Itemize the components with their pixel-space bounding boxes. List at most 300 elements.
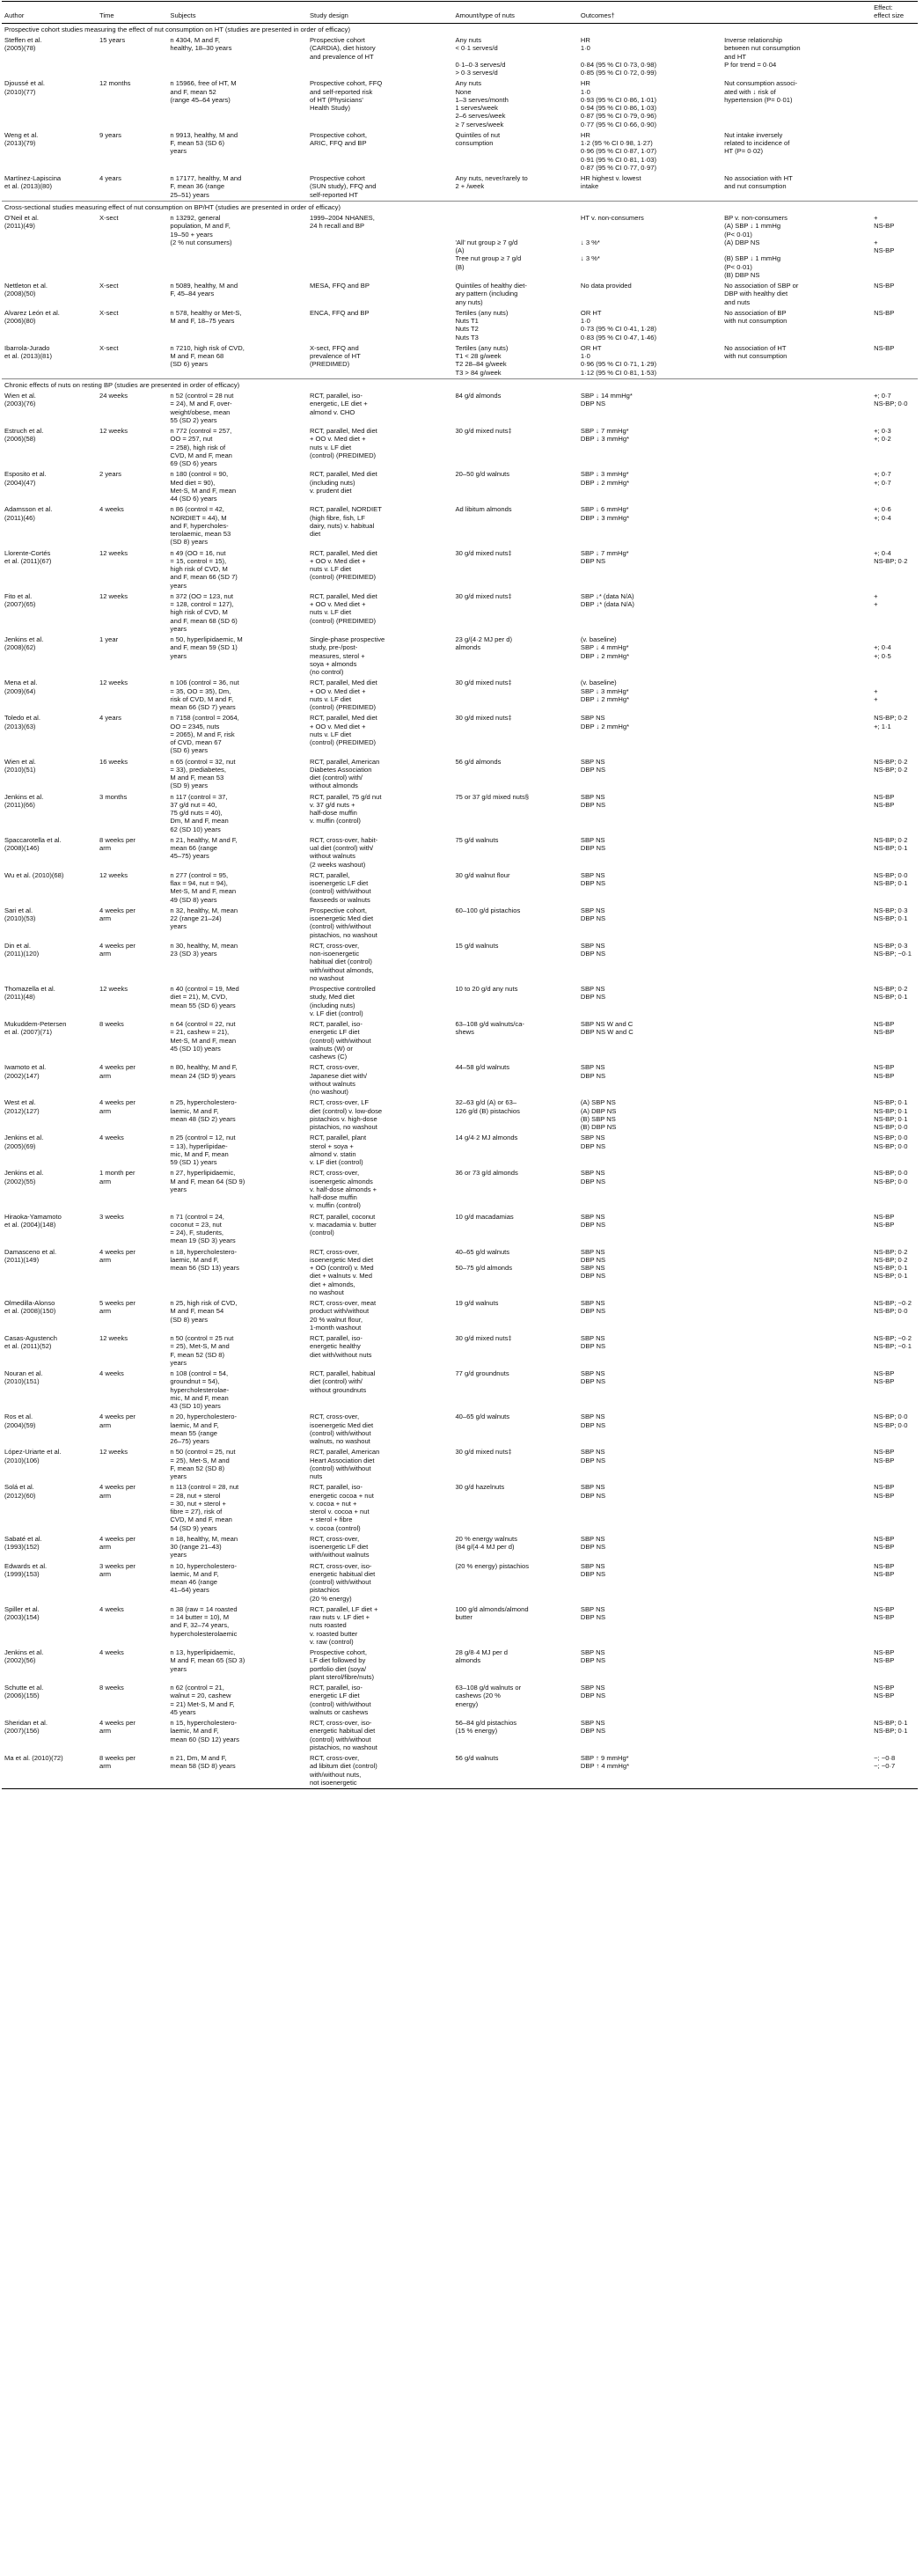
- outcomes-cell: OR HT 1·0 0·96 (95 % CI 0·71, 1·29) 1·12 (95 % CI 0·81, 1·53): [580, 343, 657, 377]
- table-row: [2, 906, 918, 941]
- section-row: [2, 201, 918, 213]
- significance-cell: [722, 792, 871, 835]
- header-effect: Effect: effect size: [871, 2, 918, 24]
- significance-cell: [722, 1447, 871, 1482]
- outcomes-cell: SBP NS DBP NS: [580, 1534, 606, 1552]
- amount-cell: 30 g/d mixed nuts‡: [455, 591, 512, 600]
- significance-cell: [722, 548, 871, 591]
- section-title: Prospective cohort studies measuring the effect of nut consumption on HT (studies are presented in order of efficacy): [2, 23, 918, 35]
- table-row: [2, 469, 918, 504]
- outcomes-cell: SBP ↓ 7 mmHg* DBP NS: [580, 548, 629, 565]
- table-row: [2, 343, 918, 379]
- study-design-cell: RCT, cross-over, LF diet (control) v. low-dose pistachios v. high-dose pistachios, no washout: [309, 1098, 383, 1132]
- amount-cell: 14 g/4·2 MJ almonds: [455, 1134, 518, 1142]
- amount-cell: 30 g/d mixed nuts‡: [455, 679, 512, 687]
- author-cell: Weng et al. (2013)(79): [4, 130, 39, 148]
- table-row: [2, 1648, 918, 1683]
- table-row: [2, 308, 918, 343]
- author-cell: Steffen et al. (2005)(78): [4, 36, 42, 53]
- subjects-cell: n 20, hypercholestero- laemic, M and F, mean 55 (range 26–75) years: [170, 1413, 237, 1446]
- effect-cell: NS-BP NS-BP: [874, 1483, 895, 1500]
- outcomes-cell: SBP NS DBP NS: [580, 870, 606, 888]
- outcomes-cell: SBP NS W and C DBP NS W and C: [580, 1020, 634, 1037]
- author-cell: Mena et al. (2009)(64): [4, 679, 38, 695]
- study-design-cell: RCT, parallel, iso- energetic healthy diet with/without nuts: [309, 1334, 372, 1359]
- study-design-cell: Prospective cohort, isoenergetic Med diet (control) with/without pistachios, no washout: [309, 906, 377, 939]
- study-design-cell: RCT, cross-over, isoenergetic Med diet (control) with/without walnuts, no washout: [309, 1413, 374, 1446]
- study-design-cell: RCT, parallel, plant sterol + soya + almond v. statin v. LF diet (control): [309, 1134, 367, 1167]
- subjects-cell: n 15966, free of HT, M and F, mean 52 (range 45–64 years): [170, 79, 237, 104]
- table-row: [2, 1412, 918, 1447]
- header-significance: [722, 2, 871, 24]
- amount-cell: 19 g/d walnuts: [455, 1299, 499, 1308]
- time-cell: 12 weeks: [99, 427, 128, 436]
- amount-cell: Ad libitum almonds: [455, 505, 512, 514]
- study-design-cell: RCT, parallel, Med diet + OO v. Med diet + nuts v. LF diet (control) (PREDIMED): [309, 427, 377, 459]
- significance-cell: [722, 1683, 871, 1718]
- author-cell: Ibarrola-Jurado et al. (2013)(81): [4, 343, 53, 361]
- author-cell: Jenkins et al. (2008)(62): [4, 635, 44, 652]
- effect-cell: NS-BP; 0·0 NS-BP; 0·1: [874, 870, 908, 888]
- significance-cell: [722, 1753, 871, 1789]
- table-row: [2, 1753, 918, 1789]
- time-cell: 4 weeks per arm: [99, 1413, 136, 1429]
- subjects-cell: n 71 (control = 24, coconut = 23, nut = 24), F, students, mean 19 (SD 3) years: [170, 1212, 236, 1245]
- study-design-cell: RCT, cross-over, ad libitum diet (control) with/without nuts, not isoenergetic: [307, 1753, 452, 1789]
- table-row: [2, 1482, 918, 1534]
- study-design-cell: RCT, cross-over, Japanese diet with/ without walnuts (no washout): [309, 1063, 367, 1097]
- time-cell: X-sect: [99, 308, 119, 317]
- outcomes-cell: SBP NS DBP NS: [580, 792, 606, 809]
- author-cell: Sari et al. (2010)(53): [4, 906, 36, 923]
- amount-cell: 56–84 g/d pistachios (15 % energy): [455, 1719, 517, 1736]
- significance-cell: Nut intake inversely related to incidence of HT (P= 0·02): [724, 130, 790, 156]
- author-cell: Mukuddem-Petersen et al. (2007)(71): [4, 1020, 67, 1037]
- time-cell: 12 weeks: [99, 679, 128, 687]
- outcomes-cell: HT v. non-consumers ↓ 3 %* ↓ 3 %*: [580, 214, 644, 263]
- outcomes-cell: HR 1·0 0·93 (95 % CI 0·86, 1·01) 0·94 (95 % CI 0·86, 1·03) 0·87 (95 % CI 0·79, 0·96) 0·77 (95 % CI 0·66, 0·90): [580, 79, 657, 128]
- header-study-design: Study design: [307, 2, 452, 24]
- table-row: [2, 635, 918, 678]
- subjects-cell: n 578, healthy or Met-S, M and F, 18–75 years: [170, 308, 242, 326]
- table-row: [2, 130, 918, 173]
- significance-cell: [722, 1648, 871, 1683]
- author-cell: Casas-Agustench et al. (2011)(52): [4, 1334, 57, 1351]
- amount-cell: 30 g/d mixed nuts‡: [455, 714, 512, 723]
- outcomes-cell: SBP NS DBP NS: [580, 1413, 606, 1429]
- table-row: [2, 678, 918, 713]
- time-cell: 12 weeks: [99, 870, 128, 879]
- table-row: [2, 548, 918, 591]
- amount-cell: 20–50 g/d walnuts: [455, 470, 510, 479]
- study-design-cell: RCT, parallel, American Diabetes Association diet (control) with/ without almonds: [309, 757, 380, 790]
- table-row: [2, 713, 918, 756]
- author-cell: Damasceno et al. (2011)(149): [4, 1247, 57, 1264]
- amount-cell: Any nuts < 0·1 serves/d 0·1–0·3 serves/d > 0·3 serves/d: [455, 36, 506, 77]
- effect-cell: NS-BP; 0·3 NS-BP; −0·1: [874, 941, 912, 958]
- effect-cell: NS-BP; 0·2 +; 1·1: [874, 714, 908, 730]
- header-time: Time: [97, 2, 167, 24]
- outcomes-cell: SBP NS DBP NS SBP NS DBP NS: [580, 1247, 606, 1281]
- outcomes-cell: SBP ↓* (data N/A) DBP ↓* (data N/A): [580, 591, 634, 609]
- amount-cell: 15 g/d walnuts: [455, 941, 499, 950]
- effect-cell: NS-BP; 0·0 NS-BP; 0·0: [874, 1134, 908, 1150]
- time-cell: 4 weeks per arm: [99, 906, 136, 923]
- section-title: Cross-sectional studies measuring effect of nut consumption on BP/HT (studies are presented in order of efficacy): [2, 201, 918, 213]
- time-cell: 4 weeks per arm: [99, 1098, 136, 1115]
- subjects-cell: n 25 (control = 12, nut = 13), hyperlipidae- mic, M and F, mean 59 (SD 1) years: [170, 1134, 236, 1167]
- outcomes-cell: SBP NS DBP NS: [580, 1561, 606, 1578]
- section-title: Chronic effects of nuts on resting BP (studies are presented in order of efficacy): [2, 378, 918, 391]
- time-cell: 8 weeks: [99, 1684, 124, 1692]
- section-row: [2, 23, 918, 35]
- outcomes-cell: SBP NS DBP NS: [580, 1299, 606, 1316]
- table-row: [2, 1447, 918, 1482]
- subjects-cell: n 32, healthy, M, mean 22 (range 21–24) years: [170, 906, 238, 931]
- time-cell: 15 years: [99, 36, 126, 45]
- significance-cell: [722, 870, 871, 906]
- table-row: [2, 1534, 918, 1561]
- amount-cell: 40–65 g/d walnuts 50–75 g/d almonds: [455, 1247, 513, 1273]
- amount-cell: 30 g/d mixed nuts‡: [455, 1448, 512, 1457]
- author-cell: Wien et al. (2010)(51): [4, 757, 36, 774]
- author-cell: Hiraoka-Yamamoto et al. (2004)(148): [4, 1212, 62, 1229]
- study-design-cell: RCT, parallel, iso- energetic cocoa + nut v. cocoa + nut + sterol v. cocoa + nut + sterol + fibre v. cocoa (control): [309, 1483, 374, 1532]
- effect-cell: + +: [874, 591, 878, 609]
- time-cell: 8 weeks per arm: [99, 835, 136, 853]
- author-cell: Ma et al. (2010)(72): [2, 1753, 97, 1789]
- table-row: [2, 78, 918, 130]
- time-cell: 12 weeks: [99, 591, 128, 600]
- time-cell: 24 weeks: [99, 392, 128, 400]
- study-design-cell: RCT, cross-over, isoenergetic Med diet + OO (control) v. Med diet + walnuts v. Med diet + almonds, no washout: [309, 1247, 374, 1296]
- significance-cell: Nut consumption associ- ated with ↓ risk of hypertension (P= 0·01): [724, 79, 798, 104]
- effect-cell: NS-BP NS-BP: [874, 1561, 895, 1578]
- author-cell: Spaccarotella et al. (2008)(146): [4, 835, 62, 853]
- subjects-cell: n 106 (control = 36, nut = 35, OO = 35), Dm, risk of CVD, M and F, mean 66 (SD 7) years: [170, 679, 239, 712]
- study-design-cell: RCT, parallel, LF diet + raw nuts v. LF diet + nuts roasted v. roasted butter v. raw (control): [309, 1604, 378, 1646]
- effect-cell: NS-BP NS-BP: [874, 1020, 895, 1037]
- outcomes-cell: No data provided: [580, 282, 632, 290]
- effect-cell: NS-BP NS-BP: [874, 1063, 895, 1080]
- amount-cell: 32–63 g/d (A) or 63– 126 g/d (B) pistachios: [455, 1098, 520, 1115]
- table-row: [2, 1168, 918, 1211]
- study-design-cell: RCT, parallel, Med diet + OO v. Med diet + nuts v. LF diet (control) (PREDIMED): [309, 714, 377, 747]
- time-cell: 12 weeks: [99, 548, 128, 557]
- significance-cell: [722, 635, 871, 678]
- table-row: [2, 591, 918, 635]
- time-cell: 4 weeks: [99, 1134, 124, 1142]
- significance-cell: [722, 678, 871, 713]
- author-cell: Edwards et al. (1999)(153): [4, 1561, 48, 1578]
- study-design-cell: RCT, parallel, iso- energetic LF diet (control) with/without walnuts or cashews: [309, 1684, 371, 1716]
- amount-cell: Any nuts None 1–3 serves/month 1 serves/week 2–6 serves/week ≥ 7 serves/week: [455, 79, 509, 128]
- table-row: [2, 941, 918, 984]
- subjects-cell: n 117 (control = 37, 37 g/d nut = 40, 75 g/d nuts = 40), Dm, M and F, mean 62 (SD 10) years: [170, 792, 229, 833]
- table-header: [2, 2, 918, 24]
- outcomes-cell: SBP ↓ 7 mmHg* DBP ↓ 3 mmHg*: [580, 427, 630, 444]
- author-cell: Estruch et al. (2006)(58): [4, 427, 44, 444]
- time-cell: 1 year: [99, 635, 119, 644]
- effect-cell: + +: [874, 686, 878, 703]
- significance-cell: [722, 941, 871, 984]
- time-cell: 12 weeks: [99, 1334, 128, 1343]
- time-cell: 4 weeks: [99, 1604, 124, 1613]
- table-row: [2, 1298, 918, 1333]
- author-cell: Ros et al. (2004)(59): [4, 1413, 36, 1429]
- outcomes-cell: SBP NS DBP NS: [580, 941, 606, 958]
- outcomes-cell: SBP NS DBP NS: [580, 757, 606, 774]
- time-cell: 3 months: [99, 792, 128, 801]
- author-cell: O'Neil et al. (2011)(49): [4, 214, 40, 231]
- table-row: [2, 391, 918, 426]
- study-design-cell: Prospective cohort, ARIC, FFQ and BP: [309, 130, 367, 148]
- significance-cell: [722, 391, 871, 426]
- study-design-cell: RCT, cross-over, habit- ual diet (control) with/ without walnuts (2 weeks washout): [309, 835, 378, 869]
- amount-cell: 'All' nut group ≥ 7 g/d (A) Tree nut group ≥ 7 g/d (B): [455, 238, 522, 271]
- subjects-cell: n 86 (control = 42, NORDIET = 44), M and F, hypercholes- terolaemic, mean 53 (SD 8) years: [170, 505, 231, 547]
- effect-cell: [871, 78, 918, 130]
- significance-cell: [722, 1247, 871, 1299]
- effect-cell: NS-BP; 0·2 NS-BP; 0·2: [874, 757, 908, 774]
- outcomes-cell: SBP NS DBP NS: [580, 1684, 606, 1700]
- effect-cell: + NS-BP + NS-BP: [874, 214, 895, 255]
- subjects-cell: n 52 (control = 28 nut = 24), M and F, over- weight/obese, mean 55 (SD 2) years: [170, 392, 234, 424]
- time-cell: 4 weeks per arm: [99, 1247, 136, 1264]
- study-design-cell: Prospective cohort (SUN study), FFQ and self-reported HT: [309, 174, 377, 199]
- time-cell: 5 weeks per arm: [99, 1299, 136, 1316]
- study-design-cell: RCT, cross-over, isoenergetic almonds v. half-dose almonds + half-dose muffin v. muffin (control): [309, 1169, 377, 1210]
- time-cell: 9 years: [99, 130, 121, 139]
- effect-cell: +; 0·7 NS-BP; 0·0: [874, 392, 908, 408]
- time-cell: X-sect: [99, 282, 119, 290]
- significance-cell: [722, 713, 871, 756]
- outcomes-cell: SBP NS DBP NS: [580, 906, 606, 923]
- subjects-cell: n 21, healthy, M and F, mean 66 (range 45–75) years: [170, 835, 238, 861]
- time-cell: 1 month per arm: [99, 1169, 136, 1185]
- effect-cell: NS-BP; 0·2 NS-BP; 0·1: [874, 985, 908, 1002]
- subjects-cell: n 108 (control = 54, groundnut = 54), hypercholesterolae- mic, M and F, mean 43 (SD 10) years: [170, 1369, 230, 1411]
- table-row: [2, 757, 918, 792]
- author-cell: Jenkins et al. (2005)(69): [4, 1134, 44, 1150]
- outcomes-cell: SBP NS DBP NS: [580, 1063, 606, 1080]
- author-cell: Iwamoto et al. (2002)(147): [4, 1063, 47, 1080]
- time-cell: X-sect: [99, 214, 119, 223]
- amount-cell: 75 or 37 g/d mixed nuts§: [455, 792, 530, 801]
- subjects-cell: n 17177, healthy, M and F, mean 36 (range 25–51) years: [170, 174, 242, 199]
- effect-cell: [871, 35, 918, 78]
- study-design-cell: RCT, cross-over, non-isoenergetic habitual diet (control) with/without almonds, no washout: [309, 941, 374, 982]
- table-row: [2, 792, 918, 835]
- time-cell: 4 weeks per arm: [99, 1534, 136, 1552]
- subjects-cell: n 50, hyperlipidaemic, M and F, mean 59 (SD 1) years: [170, 635, 243, 660]
- study-design-cell: RCT, cross-over, isoenergetic LF diet with/without walnuts: [309, 1534, 370, 1560]
- subjects-cell: n 21, Dm, M and F, mean 58 (SD 8) years: [167, 1753, 307, 1789]
- table-row: [2, 1561, 918, 1604]
- time-cell: 4 weeks per arm: [99, 1719, 136, 1736]
- study-design-cell: Prospective cohort (CARDIA), diet history and prevalence of HT: [309, 36, 376, 61]
- time-cell: 4 years: [99, 174, 121, 183]
- significance-cell: [722, 1604, 871, 1648]
- table-row: [2, 1019, 918, 1062]
- effect-cell: −; −0·8 −; −0·7: [871, 1753, 918, 1789]
- author-cell: Nouran et al. (2010)(151): [4, 1369, 43, 1386]
- author-cell: Djoussé et al. (2010)(77): [4, 79, 46, 96]
- table-row: [2, 1097, 918, 1133]
- subjects-cell: n 25, high risk of CVD, M and F, mean 54 (SD 8) years: [170, 1299, 238, 1324]
- author-cell: Wien et al. (2003)(76): [4, 392, 36, 408]
- study-design-cell: RCT, cross-over, iso- energetic habitual diet (control) with/without pistachios (20 % energy): [309, 1561, 376, 1603]
- study-design-cell: RCT, parallel, iso- energetic LF diet (control) with/without walnuts (W) or cashews (C): [309, 1020, 371, 1061]
- subjects-cell: n 30, healthy, M, mean 23 (SD 3) years: [170, 941, 238, 958]
- outcomes-cell: HR highest v. lowest intake: [580, 174, 641, 191]
- subjects-cell: n 50 (control = 25 nut = 25), Met-S, M and F, mean 52 (SD 8) years: [170, 1334, 234, 1367]
- outcomes-cell: SBP NS DBP NS: [580, 1212, 606, 1229]
- author-cell: Jenkins et al. (2011)(66): [4, 792, 44, 809]
- significance-cell: [722, 426, 871, 469]
- effect-cell: NS-BP NS-BP: [874, 1534, 895, 1552]
- significance-cell: BP v. non-consumers (A) SBP ↓ 1 mmHg (P< 0·01) (A) DBP NS (B) SBP ↓ 1 mmHg (P< 0·01) (B) DBP NS: [724, 214, 787, 279]
- time-cell: 4 weeks per arm: [99, 1483, 136, 1500]
- amount-cell: 10 to 20 g/d any nuts: [455, 985, 518, 994]
- effect-cell: NS-BP NS-BP: [874, 1604, 895, 1622]
- author-cell: Llorente-Cortés et al. (2011)(67): [4, 548, 52, 565]
- amount-cell: 30 g/d mixed nuts‡: [455, 1334, 512, 1343]
- amount-cell: 100 g/d almonds/almond butter: [455, 1604, 529, 1622]
- time-cell: 4 weeks per arm: [99, 941, 136, 958]
- study-design-cell: ENCA, FFQ and BP: [309, 308, 370, 317]
- amount-cell: (20 % energy) pistachios: [455, 1561, 530, 1570]
- effect-cell: NS-BP: [874, 282, 895, 290]
- amount-cell: 20 % energy walnuts (84 g/(4·4 MJ per d): [455, 1534, 517, 1552]
- author-cell: Schutte et al. (2006)(155): [4, 1684, 44, 1700]
- subjects-cell: n 7158 (control = 2064, OO = 2345, nuts = 2065), M and F, risk of CVD, mean 67 (SD 6) years: [170, 714, 239, 755]
- significance-cell: [722, 1718, 871, 1753]
- time-cell: 4 weeks: [99, 1369, 124, 1378]
- study-design-cell: MESA, FFQ and BP: [309, 282, 370, 290]
- subjects-cell: n 62 (control = 21, walnut = 20, cashew = 21) Met-S, M and F, 45 years: [170, 1684, 235, 1716]
- time-cell: 3 weeks: [99, 1212, 124, 1221]
- header-outcomes: Outcomes†: [578, 2, 722, 24]
- time-cell: 4 weeks: [99, 505, 124, 514]
- subjects-cell: n 372 (OO = 123, nut = 128, control = 127), high risk of CVD, M and F, mean 68 (SD 6) years: [170, 591, 238, 633]
- time-cell: X-sect: [99, 343, 119, 352]
- table-row: [2, 504, 918, 547]
- effect-cell: NS-BP NS-BP: [874, 1369, 895, 1386]
- significance-cell: [722, 984, 871, 1019]
- author-cell: Alvarez León et al. (2006)(80): [4, 308, 60, 326]
- amount-cell: 84 g/d almonds: [455, 392, 502, 400]
- author-cell: Jenkins et al. (2002)(56): [4, 1648, 44, 1665]
- author-cell: Jenkins et al. (2002)(55): [4, 1169, 44, 1185]
- time-cell: 4 weeks per arm: [99, 1063, 136, 1080]
- significance-cell: [722, 1212, 871, 1247]
- amount-cell: 60–100 g/d pistachios: [455, 906, 521, 914]
- author-cell: Martínez-Lapiscina et al. (2013)(80): [4, 174, 62, 191]
- time-cell: 8 weeks: [99, 1020, 124, 1029]
- significance-cell: [722, 1133, 871, 1168]
- significance-cell: [722, 1412, 871, 1447]
- study-design-cell: Prospective cohort, LF diet followed by portfolio diet (soya/ plant sterol/fibre/nuts): [309, 1648, 375, 1681]
- author-cell: Spiller et al. (2003)(154): [4, 1604, 40, 1622]
- section-row: [2, 378, 918, 391]
- author-cell: Sheridan et al. (2007)(156): [4, 1719, 48, 1736]
- nut-bp-studies-table: [2, 1, 918, 1789]
- outcomes-cell: SBP NS DBP ↓ 2 mmHg*: [580, 714, 630, 730]
- amount-cell: 56 g/d walnuts: [452, 1753, 577, 1789]
- subjects-cell: n 38 (raw = 14 roasted = 14 butter = 10), M and F, 32–74 years, hypercholesterolaemic: [170, 1604, 238, 1638]
- outcomes-cell: SBP NS DBP NS: [580, 1648, 606, 1665]
- time-cell: 12 weeks: [99, 1448, 128, 1457]
- outcomes-cell: SBP ↓ 14 mmHg* DBP NS: [580, 392, 633, 408]
- header-subjects: Subjects: [167, 2, 307, 24]
- subjects-cell: n 13, hyperlipidaemic, M and F, mean 65 (SD 3) years: [170, 1648, 245, 1673]
- table-row: [2, 281, 918, 308]
- effect-cell: NS-BP NS-BP: [874, 1684, 895, 1700]
- outcomes-cell: SBP NS DBP NS: [580, 1448, 606, 1464]
- time-cell: 2 years: [99, 470, 121, 479]
- header-row: [2, 2, 918, 24]
- significance-cell: [722, 1062, 871, 1097]
- significance-cell: [722, 757, 871, 792]
- outcomes-cell: SBP NS DBP NS: [580, 835, 606, 853]
- significance-cell: [722, 504, 871, 547]
- significance-cell: [722, 1369, 871, 1412]
- subjects-cell: n 277 (control = 95, flax = 94, nut = 94), Met-S, M and F, mean 49 (SD 8) years: [170, 870, 237, 904]
- significance-cell: [722, 906, 871, 941]
- header-author: Author: [2, 2, 97, 24]
- table-row: [2, 35, 918, 78]
- table-row: [2, 1133, 918, 1168]
- amount-cell: 30 g/d mixed nuts‡: [455, 548, 512, 557]
- outcomes-cell: SBP NS DBP NS: [580, 1719, 606, 1736]
- outcomes-cell: OR HT 1·0 0·73 (95 % CI 0·41, 1·28) 0·83 (95 % CI 0·47, 1·46): [580, 308, 657, 341]
- effect-cell: NS-BP; 0·2 NS-BP; 0·1: [874, 835, 908, 853]
- outcomes-cell: SBP NS DBP NS: [580, 1369, 606, 1386]
- significance-cell: [722, 1097, 871, 1133]
- outcomes-cell: SBP NS DBP NS: [580, 1483, 606, 1500]
- outcomes-cell: (A) SBP NS (A) DBP NS (B) SBP NS (B) DBP NS: [580, 1098, 617, 1132]
- study-design-cell: Prospective controlled study, Med diet (including nuts) v. LF diet (control): [309, 985, 376, 1017]
- time-cell: 12 months: [99, 79, 131, 88]
- effect-cell: NS-BP; 0·3 NS-BP; 0·1: [874, 906, 908, 923]
- study-design-cell: RCT, parallel, isoenergetic LF diet (control) with/without flaxseeds or walnuts: [309, 870, 371, 904]
- amount-cell: 30 g/d mixed nuts‡: [455, 427, 512, 436]
- effect-cell: NS-BP; −0·2 NS-BP; −0·1: [874, 1334, 912, 1351]
- amount-cell: 28 g/8·4 MJ per d almonds: [455, 1648, 508, 1665]
- author-cell: López-Uriarte et al. (2010)(106): [4, 1448, 62, 1464]
- amount-cell: Tertiles (any nuts) T1 < 28 g/week T2 28–84 g/week T3 > 84 g/week: [455, 343, 509, 377]
- effect-cell: NS-BP; 0·2 NS-BP; 0·2 NS-BP; 0·1 NS-BP; 0·1: [874, 1247, 908, 1281]
- amount-cell: Quintiles of nut consumption: [455, 130, 501, 148]
- effect-cell: NS-BP NS-BP: [874, 792, 895, 809]
- outcomes-cell: HR 1·2 (95 % CI 0·98, 1·27) 0·96 (95 % CI 0·87, 1·07) 0·91 (95 % CI 0·81, 1·03) 0·87 (95 % CI 0·77, 0·97): [580, 130, 657, 172]
- table-body: [2, 23, 918, 1788]
- study-design-cell: RCT, parallel, NORDIET (high fibre, fish, LF dairy, nuts) v. habitual diet: [309, 505, 382, 539]
- significance-cell: [722, 469, 871, 504]
- time-cell: 4 weeks: [99, 1648, 124, 1657]
- significance-cell: No association of HT with nut consumption: [724, 343, 787, 361]
- time-cell: 8 weeks per arm: [97, 1753, 167, 1789]
- significance-cell: [722, 1333, 871, 1369]
- study-design-cell: RCT, parallel, iso- energetic, LE diet + almond v. CHO: [309, 392, 368, 416]
- amount-cell: 30 g/d walnut flour: [455, 870, 510, 879]
- subjects-cell: n 15, hypercholestero- laemic, M and F, mean 60 (SD 12) years: [170, 1719, 239, 1743]
- amount-cell: 40–65 g/d walnuts: [455, 1413, 510, 1421]
- effect-cell: NS-BP: [874, 343, 895, 352]
- significance-cell: Inverse relationship between nut consumption and HT P for trend = 0·04: [724, 36, 801, 69]
- outcomes-cell: SBP ↑ 9 mmHg* DBP ↑ 4 mmHg*: [578, 1753, 722, 1789]
